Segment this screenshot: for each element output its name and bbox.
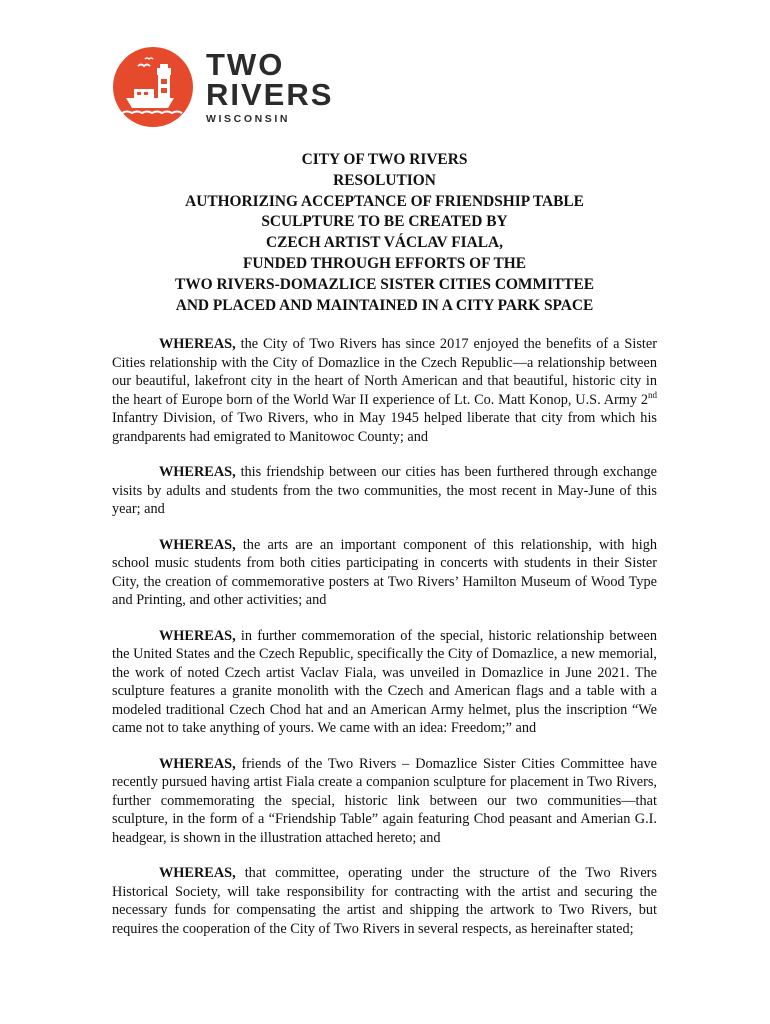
paragraph-text: this friendship between our cities has been furthered through exchange visits by adults and students from the two communities, the most recent in May-June of this year; and [112, 464, 657, 518]
title-line: CITY OF TWO RIVERS [301, 151, 468, 168]
whereas-label: WHEREAS, [159, 336, 236, 352]
whereas-paragraph-1 [112, 335, 657, 447]
paragraph-text: the City of Two Rivers has since 2017 enjoyed the benefits of a Sister Cities relationship with the City of Domazlice in the Czech Republic—a relationship between our beautiful, lakefront city in the heart of North American and that beautiful, historic city in the heart of Europe born of the World War II experience of Lt. Co. Matt Konop, U.S. Army 2 [112, 336, 657, 408]
two-rivers-logo [112, 46, 334, 126]
paragraph-text: that committee, operating under the structure of the Two Rivers Historical Society, will take responsibility for contracting with the artist and securing the necessary funds for compensating the artist and shipping the artwork to Two Rivers, but requires the cooperation of the City of Two Rivers in several respects, as hereinafter stated; [112, 865, 657, 937]
logo-rivers: RIVERS [206, 77, 334, 112]
ordinal-suffix: nd [648, 390, 657, 401]
logo-wisconsin: WISCONSIN [206, 113, 291, 125]
title-line: FUNDED THROUGH EFFORTS OF THE [242, 254, 527, 272]
whereas-paragraph-5 [112, 755, 657, 848]
paragraph-text: Infantry Division, of Two Rivers, who in May 1945 helped liberate that city from which his grandparents had emigrated to Manitowoc County; and [112, 410, 657, 445]
paragraph-text: in further commemoration of the special, historic relationship between the United States and the Czech Republic, specifically the City of Domazlice, a new memorial, the work of noted Czech artist Vaclav Fiala, was unveiled in Domazlice in June 2021. The sculpture features a granite monolith with the Czech and American flags and a table with a modeled traditional Czech Chod hat and an American Army helmet, plus the inscription “We came not to take anything of yours. We came with an idea: Freedom;” and [112, 627, 657, 737]
paragraph-text: friends of the Two Rivers – Domazlice Sister Cities Committee have recently pursued having artist Fiala create a companion sculpture for placement in Two Rivers, further commemorating the special, historic link between our two communities—that sculpture, in the form of a “Friendship Table” again featuring Chod peasant and Amerian G.I. headgear, is shown in the illustration attached hereto; and [112, 755, 657, 847]
whereas-label: WHEREAS, [159, 865, 236, 882]
lighthouse-boat-emblem-icon [112, 46, 194, 128]
resolution-body [112, 335, 657, 955]
title-line: AUTHORIZING ACCEPTANCE OF FRIENDSHIP TABLE [185, 192, 584, 210]
title-line: SCULPTURE TO BE CREATED BY [261, 213, 508, 231]
whereas-label: WHEREAS, [159, 536, 236, 553]
paragraph-text: the arts are an important component of this relationship, with high school music students from both cities participating in concerts with students in their Sister City, the creation of commemorative posters at Two Rivers’ Hamilton Museum of Wood Type and Printing, and other activities; and [112, 536, 657, 609]
whereas-paragraph-3 [112, 536, 657, 610]
logo-wordmark [206, 47, 334, 126]
title-line: RESOLUTION [333, 171, 436, 189]
title-line: CZECH ARTIST VÁCLAV FIALA, [266, 234, 503, 252]
resolution-title [112, 150, 657, 316]
logo-two: TWO [206, 47, 285, 82]
title-line: TWO RIVERS-DOMAZLICE SISTER CITIES COMMITTEE [174, 275, 595, 293]
whereas-label: WHEREAS, [159, 755, 236, 772]
whereas-paragraph-2 [112, 463, 657, 519]
whereas-label: WHEREAS, [159, 464, 236, 481]
whereas-paragraph-4 [112, 627, 657, 739]
whereas-label: WHEREAS, [159, 627, 236, 644]
title-line: AND PLACED AND MAINTAINED IN A CITY PARK SPACE [175, 296, 594, 314]
whereas-paragraph-6 [112, 864, 657, 938]
